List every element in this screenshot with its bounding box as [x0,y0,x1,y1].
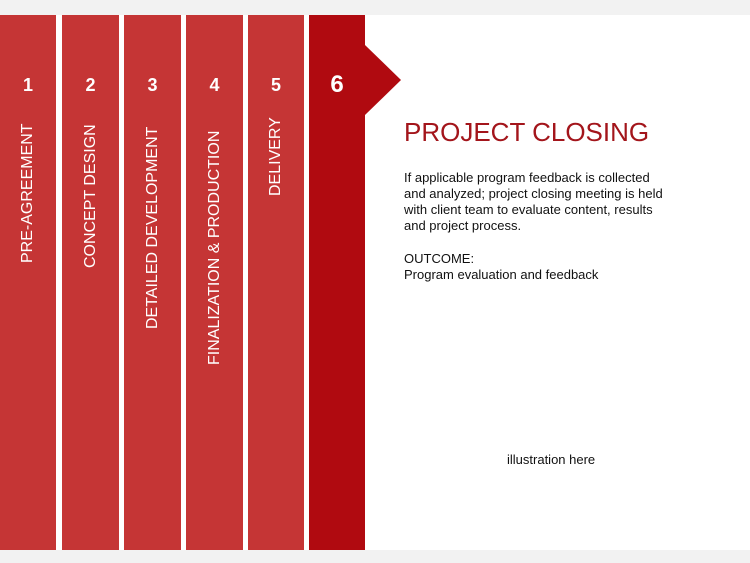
step-description: If applicable program feedback is collected and analyzed; project closing meeting is held with client team to evaluate content, results and project process. [404,170,663,233]
illustration-placeholder: illustration here [507,452,596,467]
step-tab-finalization-production[interactable] [186,15,243,550]
step-tab-pre-agreement[interactable] [0,15,56,550]
active-step-arrow [365,45,401,115]
step-number: 3 [147,75,158,95]
step-tab-delivery[interactable] [248,15,304,550]
outcome-heading: OUTCOME: [404,251,475,266]
step-label: FINALIZATION & PRODUCTION [205,130,223,365]
step-number: 2 [85,75,96,95]
step-tab-project-closing[interactable] [309,15,365,550]
step-number: 4 [209,75,220,95]
step-label: DETAILED DEVELOPMENT [143,126,161,329]
step-number: 6 [330,71,344,98]
step-tab-concept-design[interactable] [62,15,119,550]
step-label: DELIVERY [267,117,284,196]
step-label: CONCEPT DESIGN [81,124,99,268]
outcome-text: Program evaluation and feedback [404,267,599,282]
page-title: PROJECT CLOSING [404,117,650,147]
slide [0,15,750,550]
step-label: PRE-AGREEMENT [19,123,36,263]
step-number: 1 [22,75,33,95]
step-number: 5 [270,75,281,95]
step-tab-detailed-development[interactable] [124,15,181,550]
